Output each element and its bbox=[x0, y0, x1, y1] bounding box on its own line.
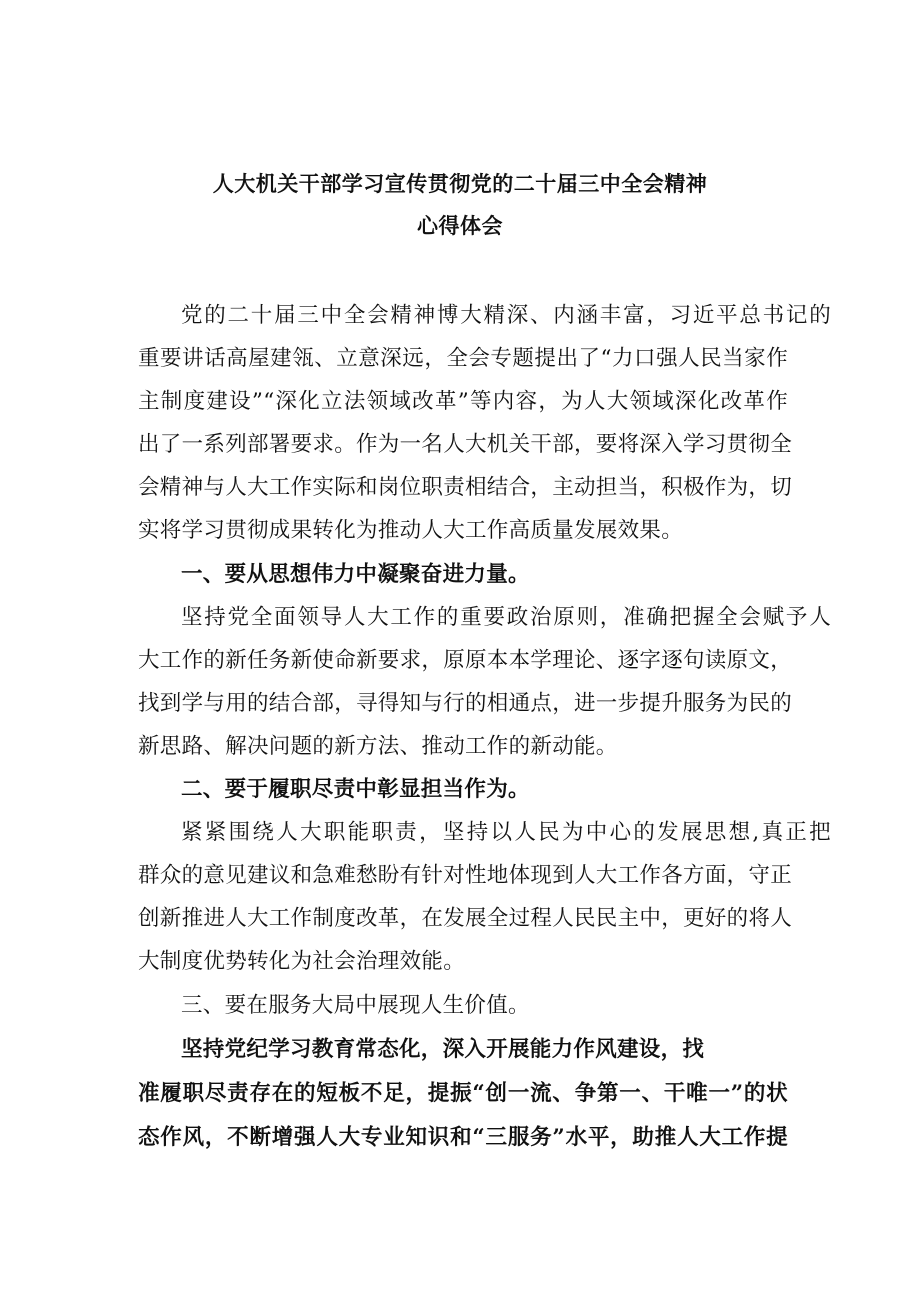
section-heading: 二、要于履职尽责中彰显担当作为。 bbox=[181, 777, 530, 802]
paragraph-line: 紧紧围绕人大职能职责，坚持以人民为中心的发展思想,真正把 bbox=[181, 820, 831, 845]
paragraph-line: 大工作的新任务新使命新要求，原原本本学理论、逐字逐句读原文， bbox=[138, 648, 793, 673]
paragraph-line: 实将学习贯彻成果转化为推动人大工作高质量发展效果。 bbox=[138, 518, 684, 543]
paragraph-line: 准履职尽责存在的短板不足，提振“创一流、争第一、干唯一”的状 bbox=[138, 1081, 788, 1106]
paragraph-line: 找到学与用的结合部，寻得知与行的相通点，进一步提升服务为民的 bbox=[138, 691, 793, 716]
section-heading: 一、要从思想伟力中凝聚奋进力量。 bbox=[181, 562, 530, 587]
paragraph-line: 主制度建设”“深化立法领域改革”等内容，为人大领域深化改革作 bbox=[138, 389, 788, 414]
paragraph-line: 坚持党纪学习教育常态化，深入开展能力作风建设，找 bbox=[181, 1037, 705, 1062]
paragraph-line: 会精神与人大工作实际和岗位职责相结合，主动担当，积极作为，切 bbox=[138, 475, 793, 500]
document-subtitle: 心得体会 bbox=[417, 213, 503, 238]
paragraph-line: 党的二十届三中全会精神博大精深、内涵丰富，习近平总书记的 bbox=[181, 303, 831, 328]
paragraph-line: 坚持党全面领导人大工作的重要政治原则，准确把握全会赋予人 bbox=[181, 605, 831, 630]
paragraph-line: 创新推进人大工作制度改革，在发展全过程人民民主中，更好的将人 bbox=[138, 906, 793, 931]
paragraph-line: 群众的意见建议和急难愁盼有针对性地体现到人大工作各方面，守正 bbox=[138, 863, 793, 888]
paragraph-line: 出了一系列部署要求。作为一名人大机关干部，要将深入学习贯彻全 bbox=[138, 432, 793, 457]
paragraph-line: 重要讲话高屋建瓴、立意深远，全会专题提出了“力口强人民当家作 bbox=[138, 346, 788, 371]
paragraph-line: 态作风，不断增强人大专业知识和“三服务”水平，助推人大工作提 bbox=[138, 1125, 788, 1150]
paragraph-line: 大制度优势转化为社会治理效能。 bbox=[138, 949, 466, 974]
document-title: 人大机关干部学习宣传贯彻党的二十届三中全会精神 bbox=[212, 171, 708, 196]
paragraph-line: 新思路、解决问题的新方法、推动工作的新动能。 bbox=[138, 734, 618, 759]
section-heading: 三、要在服务大局中展现人生价值。 bbox=[181, 993, 530, 1018]
